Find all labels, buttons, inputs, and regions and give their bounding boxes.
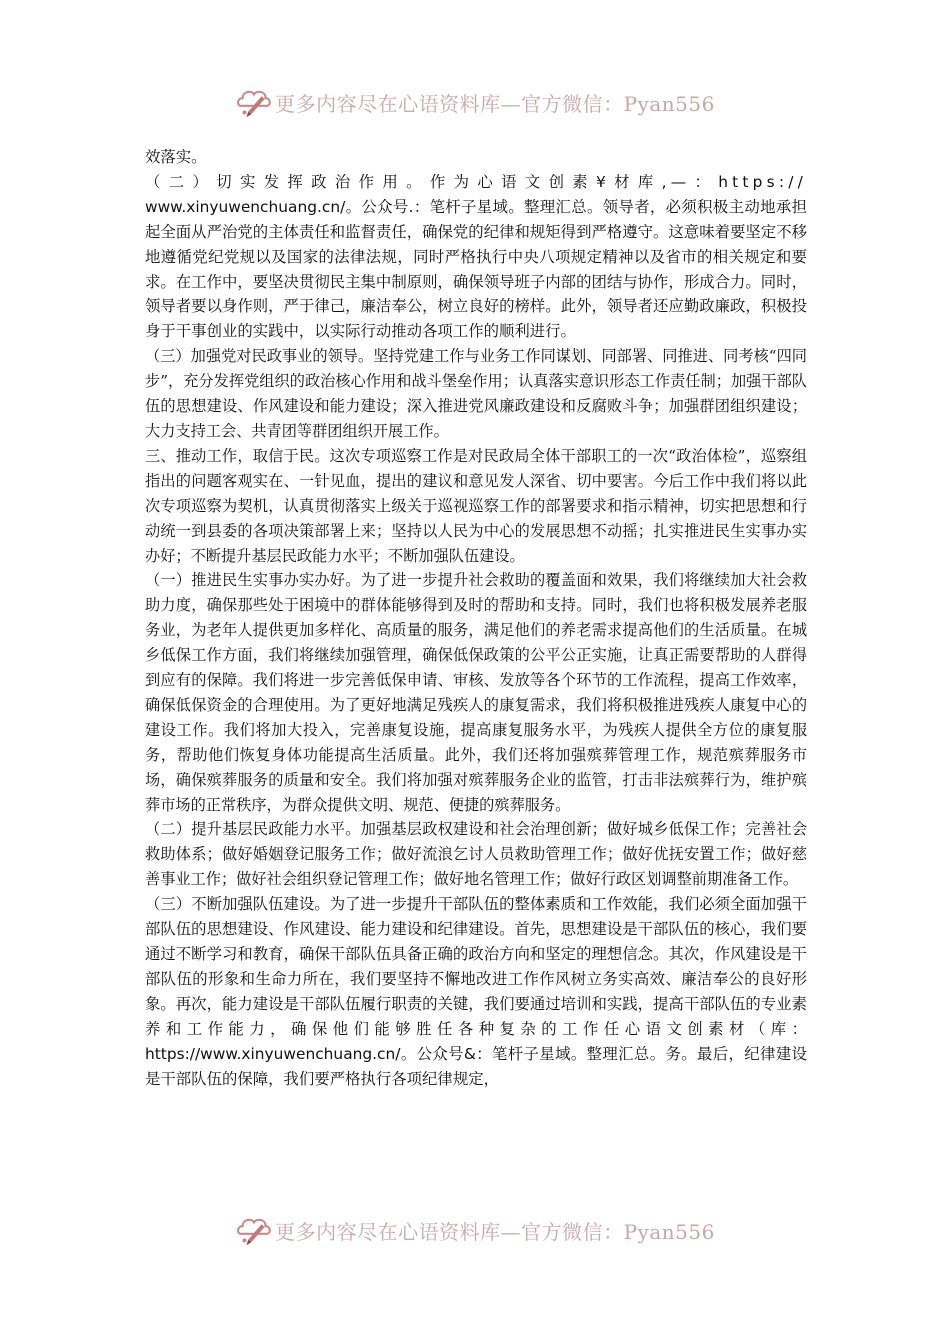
paragraph-heading-2: （二）切实发挥政治作用。作为心语文创素¥材库,—：https:// bbox=[145, 172, 807, 191]
paragraph-continuation: 效落实。 bbox=[145, 148, 207, 166]
paragraph-grassroots-capacity: （二）提升基层民政能力水平。加强基层政权建设和社会治理创新；做好城乡低保工作；完善社会救助体系；做好婚姻登记服务工作；做好流浪乞讨人员救助管理工作；做好优抚安置工作；做好慈善事业工作；做好社会组织登记管理工作；做好地名管理工作；做好行政区划调整前期准备工作。 bbox=[145, 820, 807, 889]
paragraph-livelihood: （一）推进民生实事办实办好。为了进一步提升社会救助的覆盖面和效果，我们将继续加大社会救助力度，确保那些处于困境中的群体能够得到及时的帮助和支持。同时，我们也将积极发展养老服务业，为老年人提供更加多样化、高质量的服务，满足他们的养老需求提高他们的生活质量。在城乡低保工作方面，我们将继续加强管理，确保低保政策的公平公正实施，让真正需要帮助的人群得到应有的保障。我们将进一步完善低保申请、审核、发放等各个环节的工作流程，提高工作效率，确保低保资金的合理使用。为了更好地满足残疾人的康复需求，我们将积极推进残疾人康复中心的建设工作。我们将加大投入，完善康复设施，提高康复服务水平，为残疾人提供全方位的康复服务，帮助他们恢复身体功能提高生活质量。此外，我们还将加强殡葬管理工作，规范殡葬服务市场，确保殡葬服务的质量和安全。我们将加强对殡葬服务企业的监管，打击非法殡葬行为，维护殡葬市场的正常秩序，为群众提供文明、规范、便捷的殡葬服务。 bbox=[145, 571, 807, 814]
paragraph-section-three: 三、推动工作，取信于民。这次专项巡察工作是对民政局全体干部职工的一次“政治体检”，巡察组指出的问题客观实在、一针见血，提出的建议和意见发人深省、切中要害。今后工作中我们将以此次专项巡察为契机，认真贯彻落实上级关于巡视巡察工作的部署要求和指示精神，切实把思想和行动统一到县委的各项决策部署上来；坚持以人民为中心的发展思想不动摇；扎实推进民生实事办实办好；不断提升基层民政能力水平；不断加强队伍建设。 bbox=[145, 446, 807, 565]
document-body bbox=[145, 145, 807, 1091]
cloud-pen-logo-icon bbox=[235, 83, 273, 121]
header-watermark-banner bbox=[0, 80, 950, 124]
cloud-pen-logo-icon bbox=[235, 1211, 273, 1249]
paragraph-team-building: （三）不断加强队伍建设。为了进一步提升干部队伍的整体素质和工作效能，我们必须全面加强干部队伍的思想建设、作风建设、能力建设和纪律建设。首先，思想建设是干部队伍的核心，我们要通过不断学习和教育，确保干部队伍具备正确的政治方向和坚定的理想信念。其次，作风建设是干部队伍的形象和生命力所在，我们要坚持不懈地改进工作作风树立务实高效、廉洁奉公的良好形象。再次，能力建设是干部队伍履行职责的关键，我们要通过培训和实践，提高干部队伍的专业素养和工作能力，确保他们能够胜任各种复杂的工作任心语文创素材（库：https://www.xinyuwenchuang.cn/。公众号&：笔杆子星域。整理汇总。务。最后，纪律建设是干部队伍的保障，我们要严格执行各项纪律规定， bbox=[145, 895, 807, 1088]
footer-watermark-text: 更多内容尽在心语资料库—官方微信：Pyan556 bbox=[275, 1219, 715, 1244]
paragraph-party-leadership: （三）加强党对民政事业的领导。坚持党建工作与业务工作同谋划、同部署、同推进、同考核“四同步”，充分发挥党组织的政治核心作用和战斗堡垒作用；认真落实意识形态工作责任制；加强干部队伍的思想建设、作风建设和能力建设；深入推进党风廉政建设和反腐败斗争；加强群团组织建设；大力支持工会、共青团等群团组织开展工作。 bbox=[145, 347, 807, 440]
paragraph-political-role: www.xinyuwenchuang.cn/。公众号.：笔杆子星域。整理汇总。领导者，必须积极主动地承担起全面从严治党的主体责任和监督责任，确保党的纪律和规矩得到严格遵守。这意味着要坚定不移地遵循党纪党规以及国家的法律法规，同时严格执行中央八项规定精神以及省市的相关规定和要求。在工作中，要坚决贯彻民主集中制原则，确保领导班子内部的团结与协作，形成合力。同时，领导者要以身作则，严于律己，廉洁奉公，树立良好的榜样。此外，领导者还应勤政廉政，积极投身于干事创业的实践中，以实际行动推动各项工作的顺利进行。 bbox=[145, 197, 807, 341]
header-watermark-text: 更多内容尽在心语资料库—官方微信：Pyan556 bbox=[275, 91, 715, 116]
footer-watermark-banner bbox=[0, 1208, 950, 1252]
